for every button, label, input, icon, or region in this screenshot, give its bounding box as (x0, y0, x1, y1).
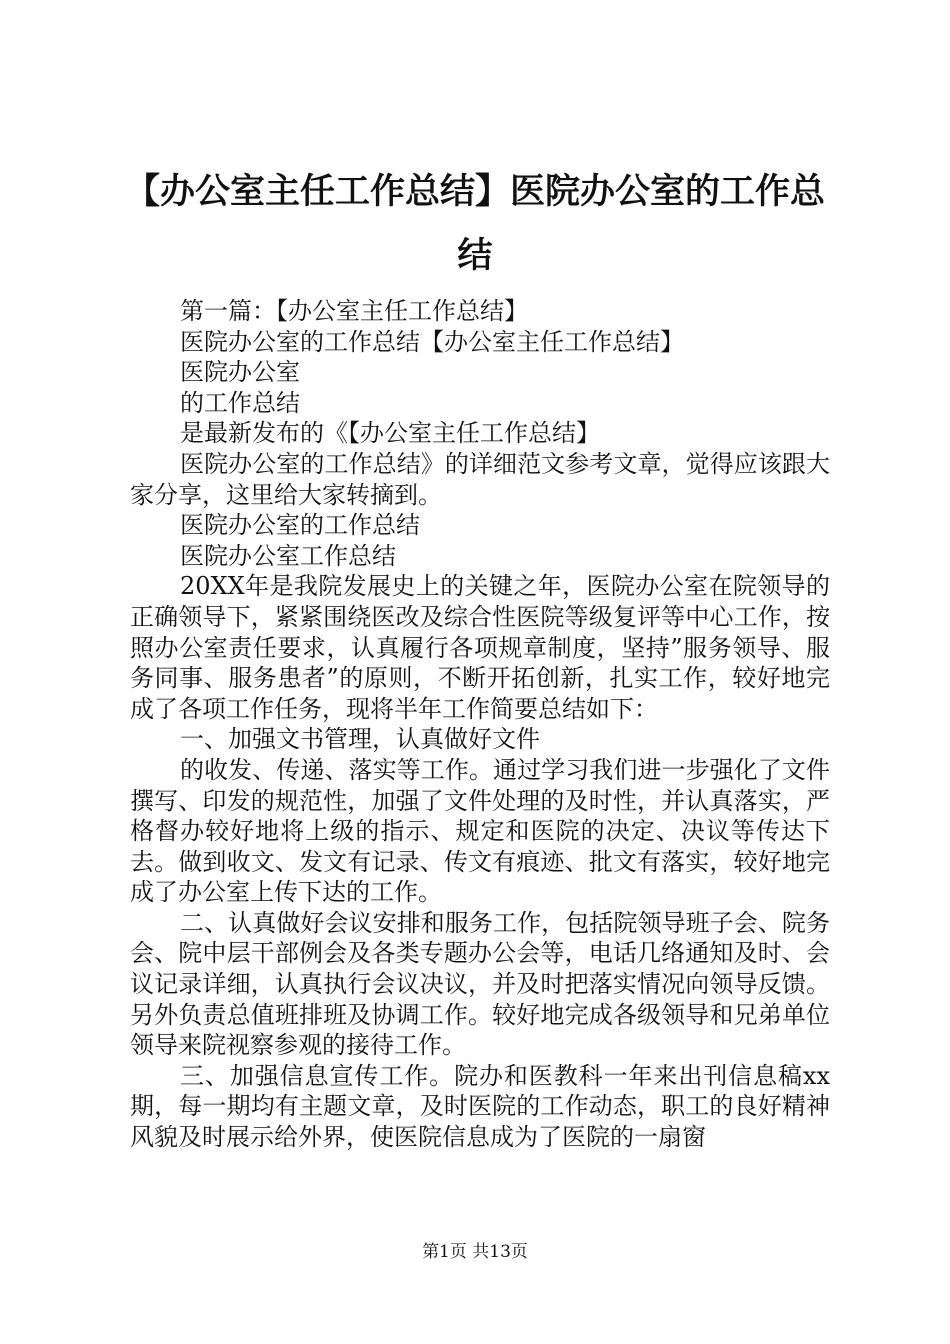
paragraph: 三、加强信息宣传工作。院办和医教科一年来出刊信息稿xx期，每一期均有主题文章，及时医院的工作动态，职工的良好精神风貌及时展示给外界，使医院信息成为了医院的一扇窗 (130, 1061, 830, 1152)
paragraph: 一、加强文书管理，认真做好文件 (180, 725, 540, 754)
paragraph: 是最新发布的《【办公室主任工作总结】 (180, 419, 600, 448)
document-title: 【办公室主任工作总结】医院办公室的工作总结 (124, 172, 825, 276)
paragraph: 医院办公室 (180, 358, 300, 387)
paragraph: 第一篇：【办公室主任工作总结】 (180, 297, 528, 325)
paragraph: 医院办公室工作总结 (180, 541, 396, 570)
paragraph: 的工作总结 (180, 388, 300, 417)
paragraph: 医院办公室的工作总结》的详细范文参考文章，觉得应该跟大家分享，这里给大家转摘到。 (130, 449, 830, 509)
paragraph: 医院办公室的工作总结【办公室主任工作总结】 (180, 327, 684, 356)
paragraph: 医院办公室的工作总结 (180, 511, 420, 540)
paragraph: 的收发、传递、落实等工作。通过学习我们进一步强化了文件撰写、印发的规范性，加强了文件处理的及时性，并认真落实，严格督办较好地将上级的指示、规定和医院的决定、决议等传达下去。做到收文、发文有记录、传文有痕迹、批文有落实，较好地完成了办公室上传下达的工作。 (130, 755, 830, 907)
document-body (130, 296, 830, 1153)
page-footer: 第1页 共13页 (422, 1242, 528, 1262)
paragraph: 20XX年是我院发展史上的关键之年，医院办公室在院领导的正确领导下，紧紧围绕医改及综合性医院等级复评等中心工作，按照办公室责任要求，认真履行各项规章制度，坚持”服务领导、服务同事、服务患者”的原则，不断开拓创新，扎实工作，较好地完成了各项工作任务，现将半年工作简要总结如下： (130, 572, 830, 723)
paragraph: 二、认真做好会议安排和服务工作，包括院领导班子会、院务会、院中层干部例会及各类专题办公会等，电话几络通知及时、会议记录详细，认真执行会议决议，并及时把落实情况向领导反馈。另外负责总值班排班及协调工作。较好地完成各级领导和兄弟单位领导来院视察参观的接待工作。 (130, 908, 830, 1060)
